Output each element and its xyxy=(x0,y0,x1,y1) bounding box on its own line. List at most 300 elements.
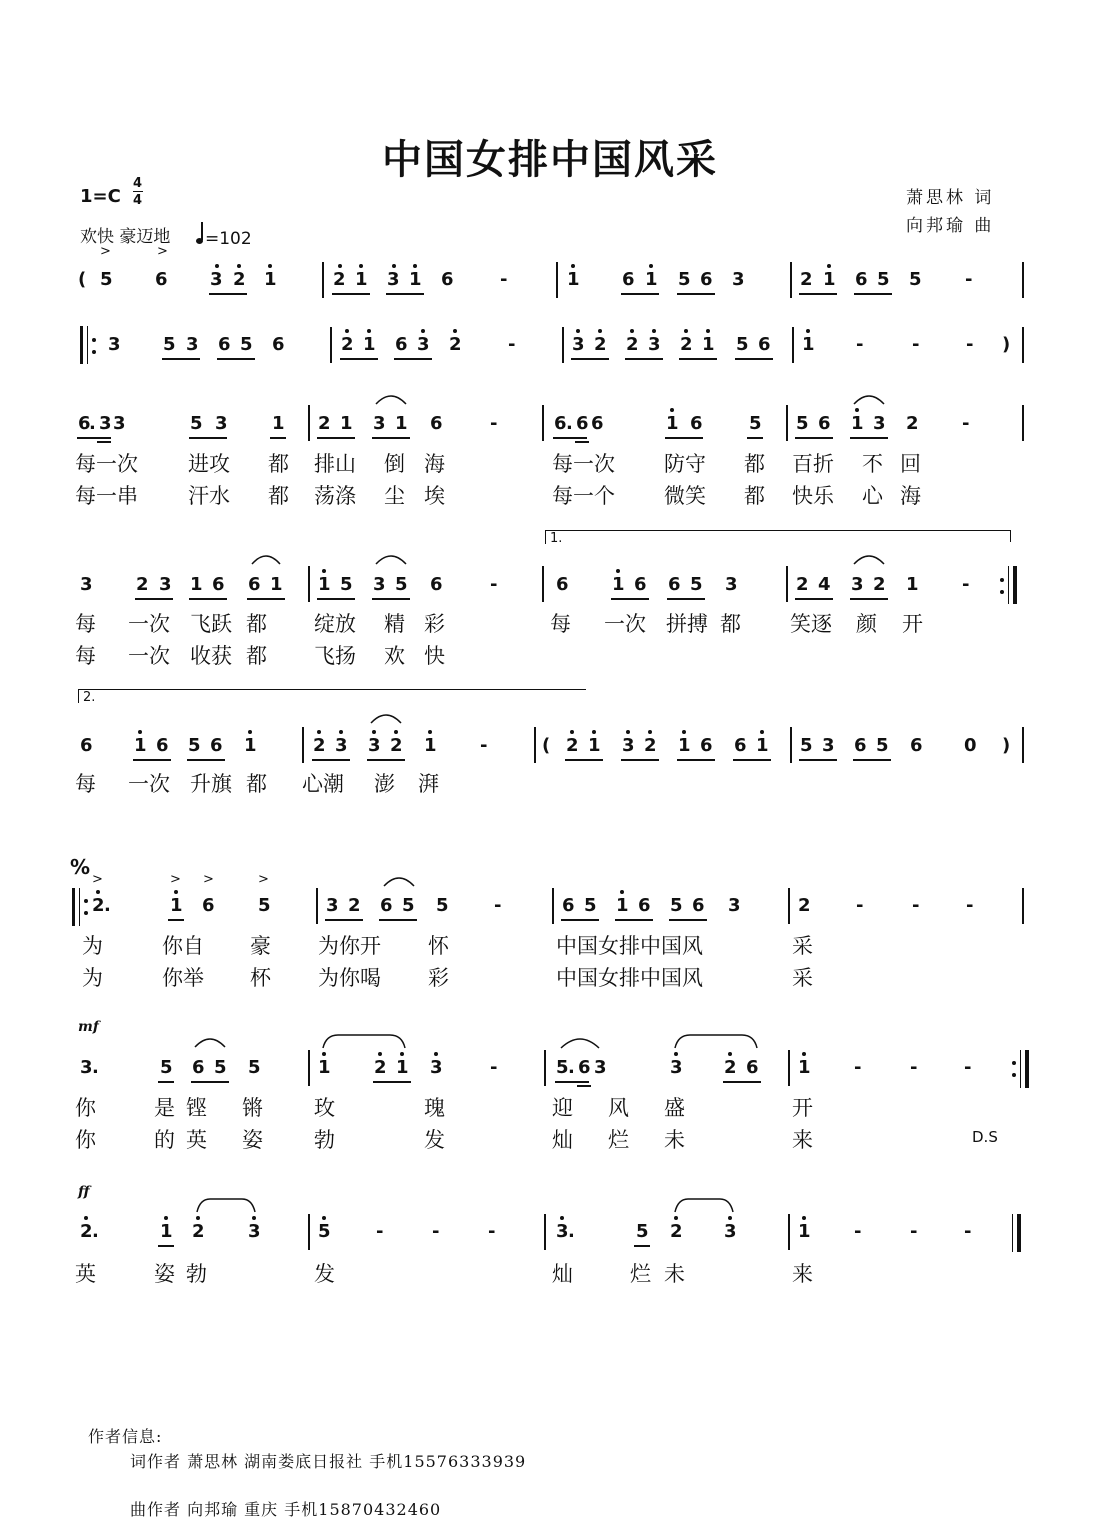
dash: - xyxy=(488,1221,496,1242)
lyric: 每一次 xyxy=(75,452,138,476)
beam xyxy=(850,437,888,439)
note: 6 xyxy=(155,269,168,290)
note: 1 xyxy=(678,735,691,756)
note: 6 xyxy=(556,574,569,595)
note: 6 xyxy=(622,269,635,290)
octave-dot xyxy=(359,264,363,268)
octave-dot xyxy=(630,329,634,333)
beam xyxy=(723,1081,761,1083)
barline xyxy=(542,566,544,602)
note: 1 xyxy=(802,334,815,355)
note: 6 xyxy=(562,895,575,916)
lyric: 采 xyxy=(792,966,813,990)
accent-mark: > xyxy=(170,872,181,887)
barline xyxy=(534,727,536,763)
note: 1 xyxy=(270,574,283,595)
tie-slur xyxy=(196,1198,256,1214)
note: 3 xyxy=(368,735,381,756)
note: 1 xyxy=(355,269,368,290)
lyric: 精 xyxy=(384,612,405,636)
repeat-dot xyxy=(1012,1073,1016,1077)
barline xyxy=(308,1214,310,1250)
beam xyxy=(191,1081,229,1083)
beam xyxy=(386,293,424,295)
barline xyxy=(790,262,792,298)
lyric: 荡涤 xyxy=(314,484,356,508)
note: 1 xyxy=(567,269,580,290)
octave-dot xyxy=(570,730,574,734)
repeat-end-thin xyxy=(1020,1050,1021,1088)
lyric: 铿 xyxy=(186,1096,207,1120)
composer-credit: 向邦瑜 曲 xyxy=(906,216,995,236)
note: 6 xyxy=(218,334,231,355)
beam xyxy=(187,759,225,761)
note: 6 xyxy=(910,735,923,756)
lyric: 采 xyxy=(792,934,813,958)
tempo-text: 欢快 豪迈地 xyxy=(80,227,171,247)
note: 1 xyxy=(170,895,183,916)
octave-dot xyxy=(434,1052,438,1056)
accent-mark: > xyxy=(258,872,269,887)
octave-dot xyxy=(322,569,326,573)
lyric: 烂 xyxy=(608,1128,629,1152)
lyric: 尘 xyxy=(384,484,405,508)
octave-dot xyxy=(728,1052,732,1056)
note: 6 xyxy=(818,413,831,434)
note: 2 xyxy=(906,413,919,434)
note: 3 xyxy=(572,334,585,355)
note: 3 xyxy=(186,334,199,355)
note: 6 xyxy=(854,735,867,756)
beam xyxy=(615,919,653,921)
note: 1 xyxy=(396,1057,409,1078)
dash: - xyxy=(966,895,974,916)
beam xyxy=(270,437,286,439)
second-ending-bracket-left xyxy=(78,689,79,703)
beam xyxy=(853,759,891,761)
note: 5 xyxy=(163,334,176,355)
beam xyxy=(634,1245,650,1247)
note: 5 xyxy=(436,895,449,916)
first-ending-bracket-left xyxy=(545,530,546,544)
note: 1 xyxy=(395,413,408,434)
octave-dot xyxy=(428,730,432,734)
repeat-end-thin xyxy=(1008,566,1009,604)
dash: - xyxy=(494,895,502,916)
octave-dot xyxy=(706,329,710,333)
tempo-note-head xyxy=(196,238,203,244)
octave-dot xyxy=(421,329,425,333)
lyric: 每一串 xyxy=(75,484,138,508)
note: 1 xyxy=(756,735,769,756)
note: 2 xyxy=(800,269,813,290)
repeat-start-thick xyxy=(72,888,75,926)
lyric: 拼搏 xyxy=(666,612,708,636)
dynamic-mf: mf xyxy=(78,1019,99,1035)
octave-dot xyxy=(413,264,417,268)
beam xyxy=(799,293,837,295)
note: 5 xyxy=(800,735,813,756)
repeat-start-thin xyxy=(79,888,80,926)
beam xyxy=(325,919,363,921)
dash: - xyxy=(966,334,974,355)
barline xyxy=(1022,262,1024,298)
second-ending-bracket xyxy=(78,689,586,690)
footer-composer-info: 曲作者 向邦瑜 重庆 手机15870432460 xyxy=(130,1500,442,1519)
lyric: 为 xyxy=(82,934,103,958)
tie-slur xyxy=(383,874,415,888)
dot: . xyxy=(92,1221,99,1242)
note: 3 xyxy=(728,895,741,916)
lyric: 彩 xyxy=(428,966,449,990)
octave-dot xyxy=(215,264,219,268)
note: 6 xyxy=(746,1057,759,1078)
note: 1 xyxy=(798,1221,811,1242)
beam xyxy=(575,441,589,443)
octave-dot xyxy=(174,890,178,894)
note: 4 xyxy=(818,574,831,595)
note: 1 xyxy=(318,1057,331,1078)
note: 2 xyxy=(796,574,809,595)
note: 6 xyxy=(634,574,647,595)
note: 3 xyxy=(732,269,745,290)
accent-mark: > xyxy=(203,872,214,887)
note: 5 xyxy=(736,334,749,355)
beam xyxy=(611,598,649,600)
note: 6 xyxy=(576,413,589,434)
beam xyxy=(561,919,599,921)
barline xyxy=(788,1050,790,1086)
octave-dot xyxy=(138,730,142,734)
barline xyxy=(308,566,310,602)
note: 6 xyxy=(192,1057,205,1078)
final-barline-thin xyxy=(1012,1214,1013,1252)
note: 6 xyxy=(80,735,93,756)
accent-mark: > xyxy=(157,244,168,259)
octave-dot xyxy=(378,1052,382,1056)
beam xyxy=(332,293,370,295)
note: ( xyxy=(78,269,87,290)
dash: - xyxy=(910,1057,918,1078)
dot: . xyxy=(568,1221,575,1242)
note: 1 xyxy=(645,269,658,290)
beam xyxy=(799,759,837,761)
note: 1 xyxy=(363,334,376,355)
note: 1 xyxy=(134,735,147,756)
note: 5 xyxy=(258,895,271,916)
octave-dot xyxy=(339,730,343,734)
note: 3 xyxy=(248,1221,261,1242)
beam xyxy=(97,441,111,443)
beam xyxy=(340,358,378,360)
beam xyxy=(373,1081,411,1083)
note: 5 xyxy=(318,1221,331,1242)
note: 2 xyxy=(348,895,361,916)
note: ) xyxy=(1002,334,1011,355)
note: 3 xyxy=(113,413,126,434)
barline xyxy=(788,1214,790,1250)
note: 5 xyxy=(556,1057,569,1078)
octave-dot xyxy=(728,1216,732,1220)
dash: - xyxy=(854,1221,862,1242)
note: 6 xyxy=(430,413,443,434)
octave-dot xyxy=(802,1216,806,1220)
barline xyxy=(544,1214,546,1250)
dot: . xyxy=(566,413,573,434)
note: 2 xyxy=(136,574,149,595)
lyric: 都 xyxy=(744,484,765,508)
repeat-end-thick xyxy=(1013,566,1017,604)
lyric: 姿 xyxy=(242,1128,263,1152)
lyric: 升旗 xyxy=(190,772,232,796)
lyric: 英 xyxy=(75,1262,96,1286)
beam xyxy=(850,598,888,600)
note: 3 xyxy=(594,1057,607,1078)
lyric: 回 xyxy=(900,452,921,476)
lyric: 每一个 xyxy=(552,484,615,508)
lyric: 来 xyxy=(792,1128,813,1152)
note: 5 xyxy=(796,413,809,434)
octave-dot xyxy=(616,569,620,573)
repeat-dot xyxy=(1012,1061,1016,1065)
tempo-value: =102 xyxy=(205,229,252,249)
note: 3 xyxy=(417,334,430,355)
note: 1 xyxy=(424,735,437,756)
lyric: 都 xyxy=(268,484,289,508)
note: ( xyxy=(542,735,551,756)
repeat-dot xyxy=(1000,578,1004,582)
note: 1 xyxy=(588,735,601,756)
lyric: 排山 xyxy=(314,452,356,476)
note: 6 xyxy=(248,574,261,595)
lyric: 埃 xyxy=(424,484,445,508)
note: 5 xyxy=(340,574,353,595)
beam xyxy=(677,759,715,761)
octave-dot xyxy=(682,730,686,734)
dash: - xyxy=(490,574,498,595)
note: 2 xyxy=(724,1057,737,1078)
lyric: 中国女排中国风 xyxy=(556,966,703,990)
note: 2 xyxy=(670,1221,683,1242)
beam xyxy=(158,1245,174,1247)
dash: - xyxy=(508,334,516,355)
barline xyxy=(1022,727,1024,763)
note: 3 xyxy=(373,413,386,434)
barline xyxy=(302,727,304,763)
octave-dot xyxy=(392,264,396,268)
note: 6 xyxy=(554,413,567,434)
note: 6 xyxy=(78,413,91,434)
octave-dot xyxy=(806,329,810,333)
lyric: 瑰 xyxy=(424,1096,445,1120)
lyric: 每 xyxy=(550,612,571,636)
octave-dot xyxy=(598,329,602,333)
octave-dot xyxy=(576,329,580,333)
lyric: 为你开 xyxy=(318,934,381,958)
barline xyxy=(308,1050,310,1086)
lyric: 收获 xyxy=(190,644,232,668)
beam xyxy=(795,598,833,600)
time-signature-top: 4 xyxy=(133,176,143,191)
tie-slur xyxy=(251,552,281,566)
lyric: 每 xyxy=(75,644,96,668)
note: 5 xyxy=(160,1057,173,1078)
note: 2 xyxy=(566,735,579,756)
note: 1 xyxy=(906,574,919,595)
lyric: 飞扬 xyxy=(314,644,356,668)
note: 3 xyxy=(80,574,93,595)
dash: - xyxy=(376,1221,384,1242)
tie-slur xyxy=(674,1034,758,1050)
note: 3 xyxy=(387,269,400,290)
lyric: 都 xyxy=(268,452,289,476)
dot: . xyxy=(92,1057,99,1078)
tie-slur xyxy=(322,1034,406,1050)
dynamic-ff: ff xyxy=(78,1184,90,1200)
lyric: 微笑 xyxy=(664,484,706,508)
lyric: 怀 xyxy=(428,934,449,958)
final-barline-thick xyxy=(1017,1214,1021,1252)
note: 3 xyxy=(556,1221,569,1242)
note: 6 xyxy=(690,413,703,434)
beam xyxy=(795,437,833,439)
note: 2 xyxy=(333,269,346,290)
tie-slur xyxy=(375,552,407,566)
dot: . xyxy=(89,413,96,434)
beam xyxy=(379,919,417,921)
octave-dot xyxy=(674,1216,678,1220)
dash: - xyxy=(856,895,864,916)
accent-mark: > xyxy=(100,244,111,259)
lyric: 每 xyxy=(75,772,96,796)
note: 5 xyxy=(248,1057,261,1078)
lyric: 发 xyxy=(424,1128,445,1152)
note: 1 xyxy=(798,1057,811,1078)
octave-dot xyxy=(317,730,321,734)
octave-dot xyxy=(652,329,656,333)
dash: - xyxy=(432,1221,440,1242)
dash: - xyxy=(962,574,970,595)
octave-dot xyxy=(453,329,457,333)
note: 6 xyxy=(758,334,771,355)
octave-dot xyxy=(196,1216,200,1220)
note: 2 xyxy=(626,334,639,355)
note: 1 xyxy=(612,574,625,595)
octave-dot xyxy=(592,730,596,734)
beam xyxy=(669,919,707,921)
barline xyxy=(544,1050,546,1086)
octave-dot xyxy=(560,1216,564,1220)
lyric: 快乐 xyxy=(792,484,834,508)
note: 3 xyxy=(873,413,886,434)
note: 1 xyxy=(340,413,353,434)
barline xyxy=(330,327,332,363)
barline xyxy=(542,405,544,441)
beam xyxy=(677,293,715,295)
note: 1 xyxy=(272,413,285,434)
octave-dot xyxy=(96,890,100,894)
dash: - xyxy=(856,334,864,355)
note: 2 xyxy=(80,1221,93,1242)
beam xyxy=(247,598,285,600)
octave-dot xyxy=(252,1216,256,1220)
note: 5 xyxy=(636,1221,649,1242)
note: 2 xyxy=(873,574,886,595)
note: 6 xyxy=(272,334,285,355)
barline xyxy=(562,327,564,363)
beam xyxy=(553,437,587,439)
dash: - xyxy=(965,269,973,290)
note: 6 xyxy=(441,269,454,290)
beam xyxy=(168,919,184,921)
barline xyxy=(1022,405,1024,441)
beam xyxy=(747,437,763,439)
lyric: 杯 xyxy=(250,966,271,990)
repeat-end-thick xyxy=(1025,1050,1029,1088)
note: 6 xyxy=(700,269,713,290)
dash: - xyxy=(854,1057,862,1078)
lyric: 烂 xyxy=(630,1262,651,1286)
note: 5 xyxy=(690,574,703,595)
beam xyxy=(735,358,773,360)
note: 2 xyxy=(313,735,326,756)
beam xyxy=(77,437,111,439)
dash: - xyxy=(964,1221,972,1242)
lyric: 灿 xyxy=(552,1128,573,1152)
segno-sign: % xyxy=(70,855,91,879)
beam xyxy=(367,759,405,761)
note: 6 xyxy=(395,334,408,355)
octave-dot xyxy=(164,1216,168,1220)
note: 2 xyxy=(92,895,105,916)
note: 3 xyxy=(648,334,661,355)
note: 3 xyxy=(326,895,339,916)
dot: . xyxy=(568,1057,575,1078)
octave-dot xyxy=(802,1052,806,1056)
note: 3 xyxy=(335,735,348,756)
note: 5 xyxy=(670,895,683,916)
dash: - xyxy=(910,1221,918,1242)
note: 6 xyxy=(668,574,681,595)
octave-dot xyxy=(827,264,831,268)
lyric: 都 xyxy=(246,612,267,636)
note: 5 xyxy=(395,574,408,595)
lyric: 飞跃 xyxy=(190,612,232,636)
note: 5 xyxy=(749,413,762,434)
note: 2 xyxy=(798,895,811,916)
lyric: 一次 xyxy=(604,612,646,636)
beam xyxy=(189,437,227,439)
beam xyxy=(135,598,173,600)
note: 3 xyxy=(80,1057,93,1078)
beam xyxy=(372,437,410,439)
note: 3 xyxy=(99,413,112,434)
note: 2 xyxy=(390,735,403,756)
note: 6 xyxy=(692,895,705,916)
note: 3 xyxy=(622,735,635,756)
note: 3 xyxy=(108,334,121,355)
lyric: 姿 xyxy=(154,1262,175,1286)
repeat-dot xyxy=(84,899,88,903)
note: 5 xyxy=(190,413,203,434)
note: 6 xyxy=(734,735,747,756)
lyric: 你举 xyxy=(162,966,204,990)
beam xyxy=(565,759,603,761)
repeat-start-thick xyxy=(80,326,83,364)
key-signature: 1=C xyxy=(80,186,121,207)
first-ending-bracket xyxy=(545,530,1011,531)
lyric: 勃 xyxy=(314,1128,335,1152)
